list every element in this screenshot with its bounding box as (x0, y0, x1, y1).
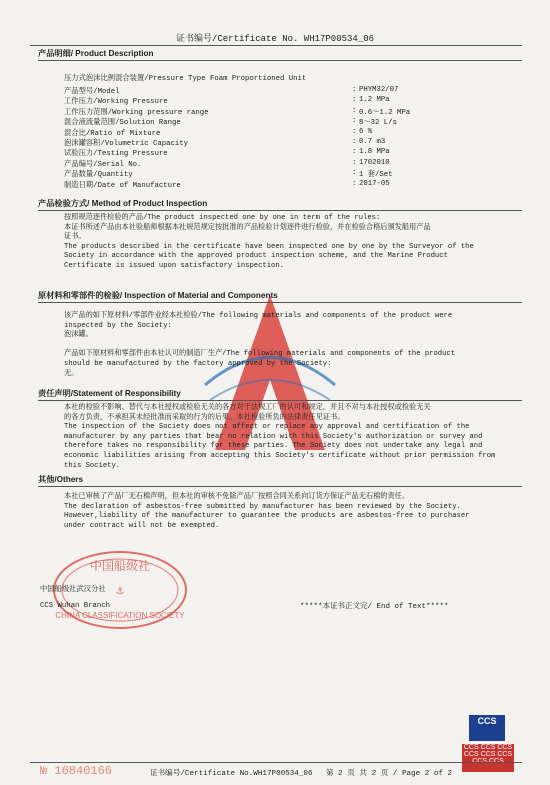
product-row-value: 1 套/Set (359, 171, 393, 180)
product-row-value: 2017-05 (359, 179, 390, 188)
product-row-value: PHYM32/07 (359, 86, 399, 94)
section-rule (38, 400, 522, 401)
footer-cert-no: 证书编号/Certificate No.WH17P00534_06 (150, 770, 313, 778)
footer-rule (30, 762, 522, 763)
section-title-responsibility: 责任声明/Statement of Responsibility (38, 389, 181, 398)
product-row-key: 泡沫罐容积/Volumetric Capacity (64, 140, 189, 148)
text-line: economic liabilities arising from accepting this Society's certificate without prior permission from (64, 451, 496, 460)
colon-separator: : (352, 106, 357, 115)
product-row-key: 混合比/Ratio of Mixture (64, 129, 161, 138)
serial-number: № 16840166 (40, 764, 113, 778)
product-row-key: 产品编号/Serial No. (64, 160, 142, 169)
inspection-text (64, 214, 504, 272)
svg-text:中国船级社: 中国船级社 (89, 559, 151, 573)
ccs-logo-icon: CCS (469, 715, 505, 741)
others-text (64, 493, 504, 531)
product-title: 压力式泡沫比例混合装置/Pressure Type Foam Proportioned Unit (64, 75, 307, 83)
text-line: under contract will not be exempted. (64, 521, 220, 530)
text-line: However,liability of the manufacturer to guarantee the products are asbestos-free to purchaser (64, 512, 470, 521)
product-row-value: 8～32 L/s (359, 119, 397, 128)
text-line: inspected by the Society: (64, 321, 172, 330)
certificate-number-header: 证书编号/Certificate No. WH17P00534_06 (175, 34, 375, 44)
colon-separator: : (352, 158, 357, 167)
product-row-key: 混合液流量范围/Solution Range (64, 119, 181, 128)
text-line: 泡沫罐。 (64, 331, 93, 340)
product-row-key: 试验压力/Testing Pressure (64, 150, 168, 159)
section-title-product-description: 产品明细/ Product Description (38, 49, 154, 58)
text-line: Certificate is issued upon satisfactory inspection. (64, 261, 284, 270)
stamp-line-chinese: 中国船级社武汉分社 (40, 586, 106, 594)
text-line: The inspection of the Society does not affect or replace any approval and certification of the (64, 423, 470, 432)
colon-separator: : (352, 117, 357, 126)
text-line: 按照规范逐件检验的产品/The product inspected one by one in term of the rules: (64, 214, 381, 222)
text-line: The products described in the certificate have been inspected one by one by the Surveyor of the (64, 242, 474, 251)
product-row-value: 0.6～1.2 MPa (359, 108, 411, 117)
product-row-key: 产品数量/Quantity (64, 171, 133, 180)
footer-page: 第 2 页 共 2 页 / Page 2 of 2 (326, 770, 453, 778)
colon-separator: : (352, 148, 357, 157)
colon-separator: : (352, 96, 357, 105)
product-row-key: 工作压力范围/Working pressure range (64, 108, 209, 117)
stamp-line-english: CCS Wuhan Branch (40, 602, 111, 610)
section-rule (38, 302, 522, 303)
text-line: Society in accordance with the approved product inspection scheme, and the Marine Product (64, 252, 448, 261)
text-line: 本社的检验不影响、替代与本社授权或检验无关的各方对于法规工厂的认可和规定，并且不对与本社授权或检验无关 (64, 404, 431, 412)
product-row-key: 产品型号/Model (64, 88, 120, 96)
materials-text (64, 312, 504, 379)
colon-separator: : (352, 86, 357, 94)
text-line: should be manufactured by the factory approved by the Society: (64, 359, 332, 368)
section-rule (38, 210, 522, 211)
product-row-value: 0.7 m3 (359, 138, 386, 146)
text-line: manufacturer by any parties that bear no relation with this Society's authorization or survey and (64, 432, 483, 441)
colon-separator: : (352, 138, 357, 146)
svg-text:⚓: ⚓ (115, 586, 125, 597)
section-rule (38, 486, 522, 487)
ccs-hologram-icon: CCS CCS CCS CCS CCS CCS CCS CCS (462, 744, 514, 772)
end-of-text: *****本证书正文完/ End of Text***** (300, 603, 449, 611)
section-title-others: 其他/Others (38, 475, 84, 484)
colon-separator: : (352, 169, 357, 178)
text-line: therefore takes no responsibility for these parties. The Society does not undertake any legal and (64, 442, 483, 451)
text-line: The declaration of asbestos-free submitted by manufacturer has been reviewed by the Society. (64, 502, 461, 511)
svg-text:CHINA CLASSIFICATION SOCIETY: CHINA CLASSIFICATION SOCIETY (55, 611, 185, 620)
product-row-value: 1702010 (359, 158, 390, 167)
colon-separator: : (352, 127, 357, 136)
colon-separator: : (352, 179, 357, 188)
product-row-value: 6 % (359, 127, 373, 136)
header-rule (30, 45, 522, 46)
product-row-key: 工作压力/Working Pressure (64, 98, 168, 107)
text-line: 的各方负责，不承担其未经批准而采取的行为的后果。本社检验所负的法律责任见证书。 (64, 413, 345, 422)
section-title-inspection-method: 产品检验方式/ Method of Product Inspection (38, 199, 208, 208)
section-rule (38, 60, 522, 61)
product-row-key: 制造日期/Date of Manufacture (64, 181, 181, 190)
text-line: this Society. (64, 461, 121, 470)
text-line: 该产品的如下原材料/零部件业经本社检验/The following materials and components of the product were (64, 312, 453, 320)
responsibility-text (64, 404, 504, 471)
text-line: 证书。 (64, 233, 86, 242)
text-line (64, 341, 504, 351)
product-row-value: 1.8 MPa (359, 148, 390, 157)
text-line: 产品如下原材料和零部件由本社认可的制造厂生产/The following materials and components of the product (64, 350, 456, 359)
text-line: 本社已审核了产品厂无石棉声明，但本社的审核不免除产品厂按照合同关系向订货方保证产品无石棉的责任。 (64, 493, 410, 501)
product-row-value: 1.2 MPa (359, 96, 390, 105)
text-line: 无。 (64, 369, 79, 378)
section-title-materials: 原材料和零部件的检验/ Inspection of Material and Components (38, 291, 278, 300)
text-line: 本证书所述产品由本社验船师根据本社规范规定按批准的产品检验计划逐件进行检验，并在检验合格后颁发船用产品 (64, 223, 431, 232)
